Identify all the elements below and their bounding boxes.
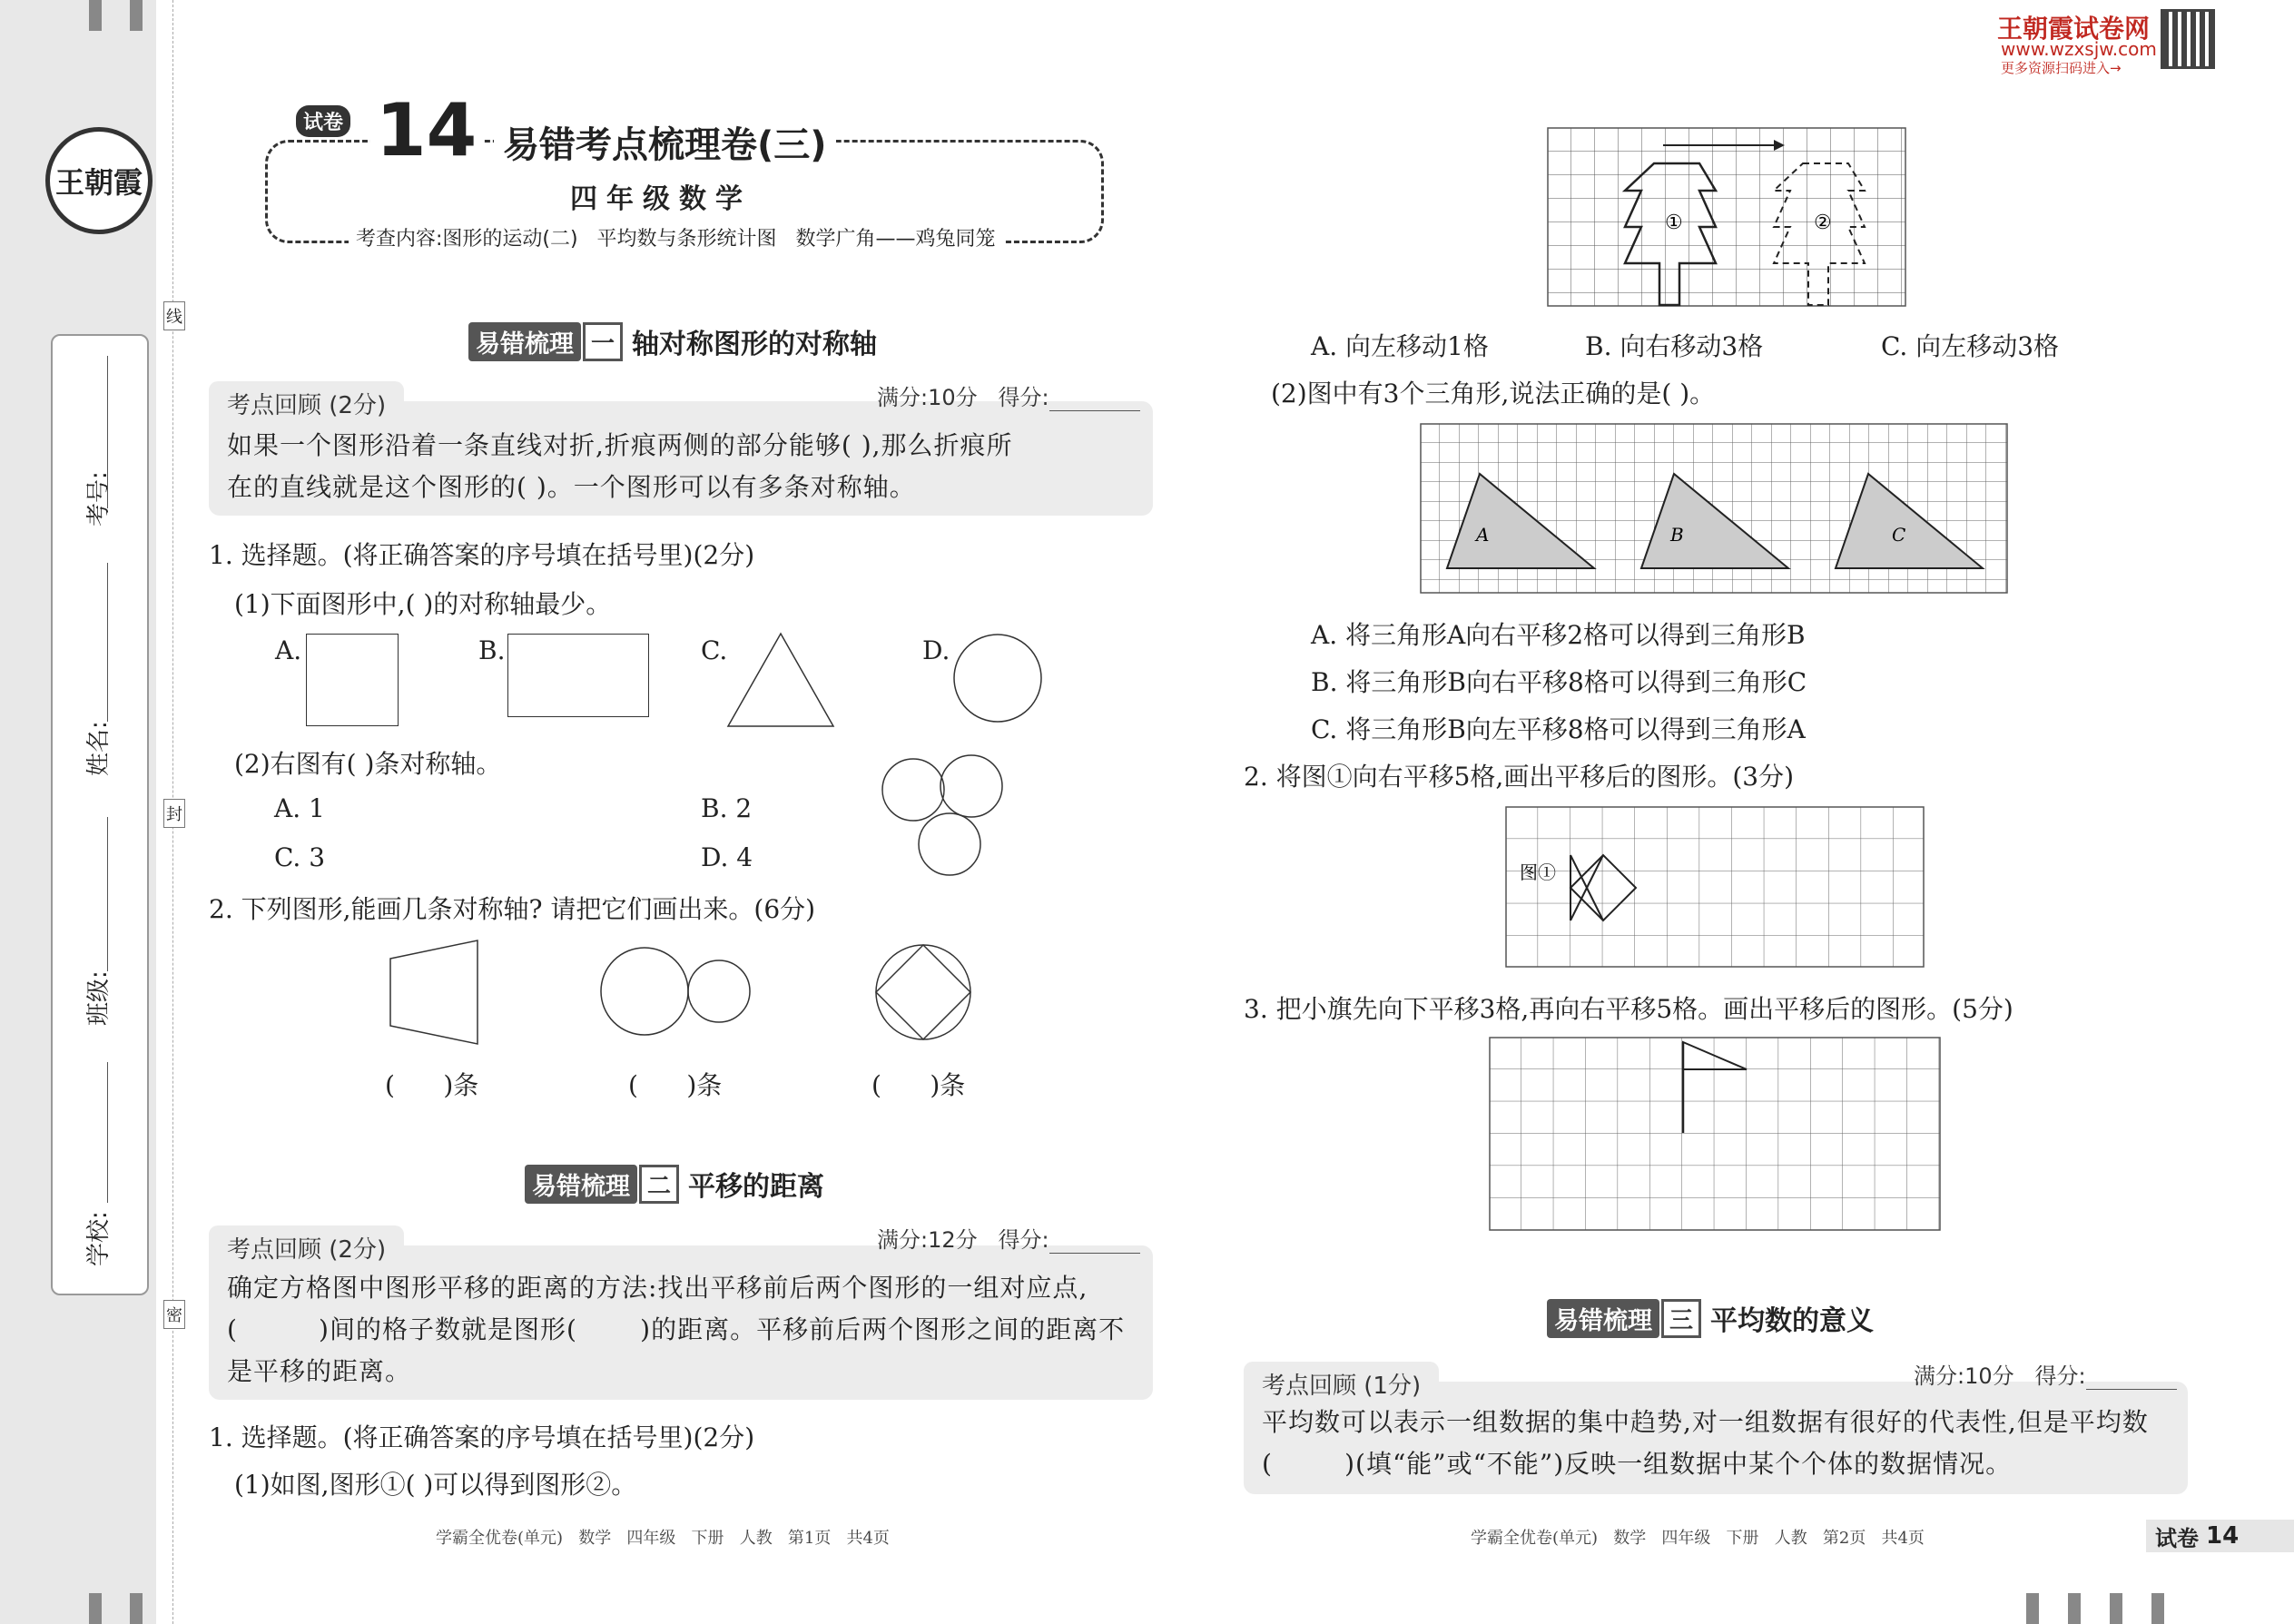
s2-q3: 3. 把小旗先向下平移3格,再向右平移5格。画出平移后的图形。(5分) (1244, 994, 2013, 1024)
exam-no-label: 考号: (85, 471, 113, 527)
page-badge-num: 14 (2206, 1522, 2240, 1550)
s2-q1-2: (2)图中有3个三角形,说法正确的是( )。 (1271, 379, 1716, 408)
s1-q1: 1. 选择题。(将正确答案的序号填在括号里)(2分) (209, 540, 755, 570)
full-score: 满分:10分 (877, 385, 978, 410)
class-label: 班级: (85, 970, 113, 1026)
section2-title: 平移的距离 (688, 1171, 825, 1203)
section2-tag: 易错梳理 (525, 1165, 637, 1204)
section3-title: 平均数的意义 (1710, 1305, 1875, 1337)
shape-circle (951, 632, 1044, 724)
shape-triangle (726, 632, 835, 728)
section2-heading (525, 1166, 824, 1202)
s1-q1-2-c: C. 3 (274, 842, 326, 872)
section3-review-label: 考点回顾 (1分) (1244, 1362, 1439, 1406)
crop-mark-bottom (2026, 1593, 2039, 1624)
section1-title: 轴对称图形的对称轴 (632, 329, 878, 360)
full-score: 满分:12分 (877, 1227, 978, 1253)
three-circles-figure (881, 753, 1019, 881)
s2-q1-1-c: C. 向左移动3格 (1881, 331, 2060, 361)
s1-q2: 2. 下列图形,能画几条对称轴? 请把它们画出来。(6分) (209, 894, 816, 924)
site-more: 更多资源扫码进入→ (2001, 60, 2122, 76)
page-title: 易错考点梳理卷(三) (494, 116, 836, 168)
site-name: 王朝霞试卷网 (1997, 14, 2151, 44)
tree-translation-grid (1547, 127, 1910, 309)
crop-mark-bottom (89, 1593, 102, 1624)
s1-blank2[interactable]: ( )条 (628, 1070, 723, 1100)
q2-fig-label: 图① (1520, 861, 1556, 883)
s2-q2: 2. 将图①向右平移5格,画出平移后的图形。(3分) (1244, 762, 1794, 792)
crop-mark-bottom (2068, 1593, 2081, 1624)
exam-number: 14 (370, 87, 482, 174)
fig1-label: ① (1665, 212, 1683, 234)
two-circles-figure (599, 946, 753, 1037)
section1-tag: 易错梳理 (468, 322, 581, 361)
section1-score (877, 379, 1140, 411)
section3-review-line1: 平均数可以表示一组数据的集中趋势,对一组数据有很好的代表性,但是平均数 (1262, 1407, 2149, 1437)
get-score-label: 得分: (2034, 1363, 2086, 1389)
s1-opt-c: C. (701, 635, 728, 665)
s1-opt-d: D. (922, 635, 950, 665)
tri-b-label: B (1670, 524, 1684, 546)
section1-num: 一 (583, 322, 623, 361)
s2-q1-1-a: A. 向左移动1格 (1311, 331, 1489, 361)
crop-mark-bottom (2110, 1593, 2122, 1624)
s1-q1-2-d: D. 4 (701, 842, 753, 872)
flag-grid (1489, 1037, 1943, 1233)
binding-mi: 密 (163, 1300, 185, 1329)
school-label: 学校: (85, 1211, 113, 1266)
name-label: 姓名: (85, 721, 113, 776)
get-score-field[interactable] (2086, 1371, 2177, 1390)
footer-right: 学霸全优卷(单元) 数学 四年级 下册 人教 第2页 共4页 (1471, 1529, 1925, 1548)
section2-review-line1: 确定方格图中图形平移的距离的方法:找出平移前后两个图形的一组对应点, (227, 1273, 1088, 1303)
s1-blank3[interactable]: ( )条 (871, 1070, 966, 1100)
site-url: www.wzxsjw.com (2001, 38, 2157, 60)
brand-logo (45, 127, 153, 234)
section1-review-line2: 在的直线就是这个图形的( )。一个图形可以有多条对称轴。 (227, 472, 916, 502)
get-score-label: 得分: (998, 385, 1049, 410)
s1-blank1[interactable]: ( )条 (385, 1070, 479, 1100)
section3-review-line2: ( )(填“能”或“不能”)反映一组数据中某个个体的数据情况。 (1262, 1449, 2013, 1479)
shape-rectangle (507, 634, 649, 717)
get-score-field[interactable] (1049, 1235, 1140, 1254)
s1-q1-2: (2)右图有( )条对称轴。 (234, 749, 502, 779)
s2-q1-1: (1)如图,图形①( )可以得到图形②。 (234, 1470, 637, 1500)
exam-tag: 试卷 (296, 105, 350, 137)
section2-review-line3: 是平移的距离。 (227, 1356, 412, 1386)
section3-num: 三 (1661, 1299, 1701, 1338)
page-subtitle: 四年级数学 (570, 183, 752, 215)
s2-q1-2-b: B. 将三角形B向右平移8格可以得到三角形C (1311, 667, 1807, 697)
name-field[interactable] (107, 563, 108, 722)
crop-mark-top (89, 0, 102, 31)
binding-xian: 线 (163, 301, 185, 330)
crop-mark-bottom (130, 1593, 143, 1624)
s2-q1: 1. 选择题。(将正确答案的序号填在括号里)(2分) (209, 1422, 755, 1452)
section2-review-label: 考点回顾 (2分) (209, 1225, 404, 1270)
trapezoid-figure (385, 939, 479, 1046)
section1-heading (468, 323, 877, 359)
footer-left: 学霸全优卷(单元) 数学 四年级 下册 人教 第1页 共4页 (436, 1529, 890, 1548)
crop-mark-bottom (2151, 1593, 2164, 1624)
s1-q1-2-b: B. 2 (701, 793, 753, 823)
get-score-label: 得分: (998, 1227, 1049, 1253)
get-score-field[interactable] (1049, 392, 1140, 411)
binding-feng: 封 (163, 799, 185, 828)
s1-q1-1: (1)下面图形中,( )的对称轴最少。 (234, 589, 612, 619)
s1-opt-b: B. (478, 635, 506, 665)
crop-mark-top (130, 0, 143, 31)
section2-score (877, 1222, 1140, 1254)
section1-review-line1: 如果一个图形沿着一条直线对折,折痕两侧的部分能够( ),那么折痕所 (227, 430, 1013, 460)
s2-q1-1-b: B. 向右移动3格 (1585, 331, 1764, 361)
circle-square-figure (873, 942, 973, 1042)
class-field[interactable] (107, 817, 108, 971)
school-field[interactable] (107, 1062, 108, 1203)
full-score: 满分:10分 (1914, 1363, 2014, 1389)
section3-score (1914, 1358, 2177, 1390)
section3-tag: 易错梳理 (1547, 1299, 1659, 1338)
s1-q1-2-a: A. 1 (274, 793, 325, 823)
page-badge (2146, 1520, 2294, 1552)
triangles-grid (1420, 423, 2010, 595)
section1-review-label: 考点回顾 (2分) (209, 381, 404, 426)
exam-content: 考查内容:图形的运动(二) 平均数与条形统计图 数学广角——鸡兔同笼 (349, 223, 1003, 251)
q2-grid (1505, 806, 1926, 969)
tri-a-label: A (1476, 524, 1490, 546)
tri-c-label: C (1892, 524, 1906, 546)
fig2-label: ② (1814, 212, 1832, 234)
s2-q1-2-c: C. 将三角形B向左平移8格可以得到三角形A (1311, 714, 1806, 744)
exam-no-field[interactable] (107, 356, 108, 508)
section3-heading (1547, 1300, 1874, 1336)
qr-code[interactable] (2161, 9, 2215, 69)
logo-text: 王朝霞 (54, 165, 143, 200)
page-badge-label: 试卷 (2155, 1525, 2199, 1551)
section2-num: 二 (639, 1165, 679, 1204)
s1-opt-a: A. (275, 635, 302, 665)
s2-q1-2-a: A. 将三角形A向右平移2格可以得到三角形B (1311, 620, 1806, 650)
section2-review-line2: ( )间的格子数就是图形( )的距离。平移前后两个图形之间的距离不 (227, 1314, 1126, 1344)
shape-square (306, 634, 399, 726)
